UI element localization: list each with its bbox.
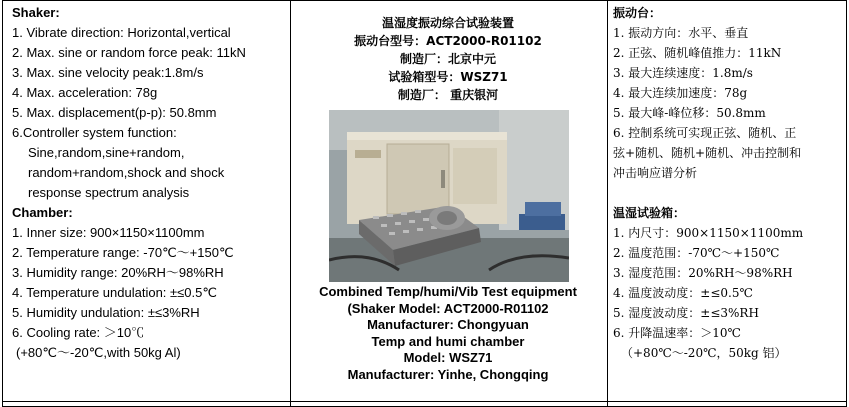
shaker-heading-cn: 振动台： bbox=[613, 6, 662, 20]
row-divider-bottom bbox=[3, 401, 846, 402]
shaker-item: 5. Max. displacement(p-p): 50.8mm bbox=[12, 105, 217, 120]
shaker-item-cn: 2. 正弦、随机峰值推力：11kN bbox=[613, 46, 782, 60]
center-cn-line: 试验箱型号：WSZ71 bbox=[388, 70, 508, 84]
shaker-item: random+random,shock and shock bbox=[28, 165, 225, 180]
chamber-item: (+80℃～-20℃,with 50kg Al) bbox=[16, 345, 181, 360]
shaker-item-cn: 弦+随机、随机+随机、冲击控制和 bbox=[613, 146, 802, 160]
shaker-item-cn: 4. 最大连续加速度：78g bbox=[613, 86, 748, 100]
equipment-photo bbox=[329, 110, 569, 282]
center-en-block bbox=[290, 284, 606, 383]
chamber-item: 5. Humidity undulation: ±≤3%RH bbox=[12, 305, 200, 320]
center-en-line: Combined Temp/humi/Vib Test equipment bbox=[319, 284, 577, 299]
center-en-line: Manufacturer: Chongyuan bbox=[367, 317, 529, 332]
chamber-item-cn: 6. 升降温速率：＞10℃ bbox=[613, 326, 741, 340]
chamber-item: 4. Temperature undulation: ±≤0.5℃ bbox=[12, 285, 217, 300]
chamber-item: 2. Temperature range: -70℃～+150℃ bbox=[12, 245, 234, 260]
chamber-item: 6. Cooling rate: ＞10℃ bbox=[12, 325, 145, 340]
left-spec-column bbox=[12, 3, 288, 363]
center-cn-line: 制造厂： 重庆银河 bbox=[397, 88, 499, 102]
shaker-item: response spectrum analysis bbox=[28, 185, 190, 200]
column-divider-right bbox=[607, 1, 608, 406]
shaker-item-cn: 6. 控制系统可实现正弦、随机、正 bbox=[613, 126, 797, 140]
shaker-item: 2. Max. sine or random force peak: 11kN bbox=[12, 45, 246, 60]
shaker-item-cn: 5. 最大峰-峰位移：50.8mm bbox=[613, 106, 766, 120]
center-title-block bbox=[290, 14, 606, 104]
chamber-heading-cn: 温湿试验箱： bbox=[613, 206, 686, 220]
chamber-item-cn: 5. 湿度波动度：±≤3%RH bbox=[613, 306, 759, 320]
shaker-item-cn: 冲击响应谱分析 bbox=[613, 166, 698, 180]
center-cn-line: 振动台型号：ACT2000-R01102 bbox=[354, 34, 542, 48]
chamber-item-cn: （+80℃～-20℃，50kg 铝） bbox=[621, 346, 787, 360]
center-en-line: (Shaker Model: ACT2000-R01102 bbox=[347, 300, 549, 316]
center-en-line: Manufacturer: Yinhe, Chongqing bbox=[347, 366, 549, 382]
chamber-item: 1. Inner size: 900×1150×1100mm bbox=[12, 225, 205, 240]
chamber-heading: Chamber: bbox=[12, 205, 73, 220]
chamber-item-cn: 3. 湿度范围：20%RH～98%RH bbox=[613, 266, 793, 280]
center-cn-line: 制造厂：北京中元 bbox=[399, 52, 496, 66]
chamber-item-cn: 1. 内尺寸：900×1150×1100mm bbox=[613, 226, 804, 240]
center-en-line: Model: WSZ71 bbox=[403, 350, 493, 365]
center-en-line: Temp and humi chamber bbox=[371, 333, 525, 349]
shaker-heading: Shaker: bbox=[12, 5, 60, 20]
shaker-item: Sine,random,sine+random, bbox=[28, 145, 185, 160]
shaker-item: 4. Max. acceleration: 78g bbox=[12, 85, 158, 100]
chamber-item-cn: 4. 温度波动度：±≤0.5℃ bbox=[613, 286, 753, 300]
chamber-item: 3. Humidity range: 20%RH～98%RH bbox=[12, 265, 224, 280]
shaker-item-cn: 3. 最大连续速度：1.8m/s bbox=[613, 66, 753, 80]
shaker-item: 1. Vibrate direction: Horizontal,vertical bbox=[12, 25, 231, 40]
center-cn-line: 温湿度振动综合试验装置 bbox=[381, 16, 514, 30]
shaker-item: 6.Controller system function: bbox=[12, 125, 177, 140]
shaker-item-cn: 1. 振动方向：水平、垂直 bbox=[613, 26, 749, 40]
chamber-item-cn: 2. 温度范围：-70℃～+150℃ bbox=[613, 246, 780, 260]
right-spec-column bbox=[613, 3, 845, 363]
shaker-item: 3. Max. sine velocity peak:1.8m/s bbox=[12, 65, 204, 80]
